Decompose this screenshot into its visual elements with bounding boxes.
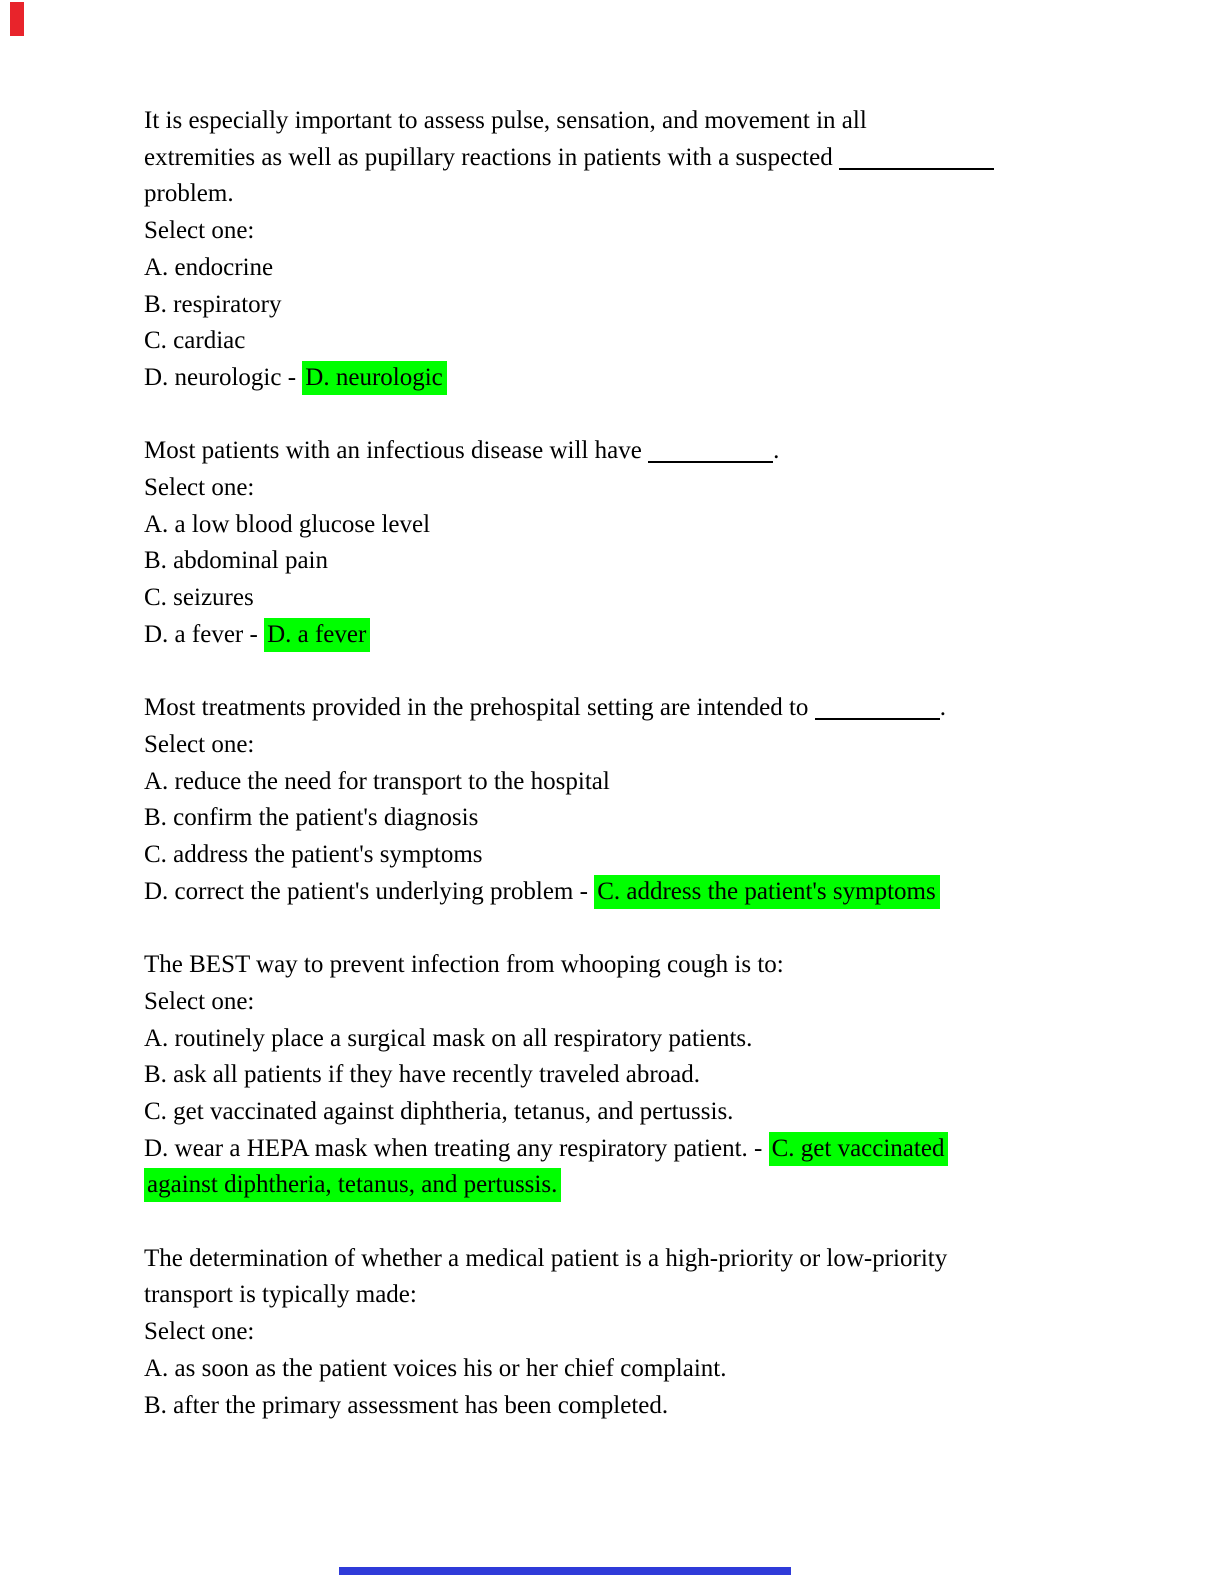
question-3-text-line-1: Most treatments provided in the prehospital setting are intended to . [144,694,946,722]
option-c: C. get vaccinated against diphtheria, tetanus, and pertussis. [144,1097,734,1125]
question-block-3 [144,690,1096,910]
answer-highlight: D. a fever [264,618,370,652]
question-2-text-line-1: Most patients with an infectious disease will have . [144,437,780,465]
select-one-label: Select one: [144,1318,255,1346]
option-a: A. endocrine [144,253,274,281]
option-d: D. wear a HEPA mask when treating any respiratory patient. - C. get vaccinated [144,1131,1096,1168]
select-one-label: Select one: [144,987,255,1015]
option-b: B. abdominal pain [144,547,328,575]
answer-highlight: against diphtheria, tetanus, and pertussis. [144,1168,561,1202]
answer-highlight-continued [144,1167,1096,1204]
option-a: A. routinely place a surgical mask on all respiratory patients. [144,1024,753,1052]
option-d: D. a fever - D. a fever [144,617,1096,654]
option-a: A. reduce the need for transport to the hospital [144,767,610,795]
option-c: C. address the patient's symptoms [144,841,483,869]
question-block-5 [144,1241,1096,1425]
option-d: D. correct the patient's underlying problem - C. address the patient's symptoms [144,874,1096,911]
option-a: A. a low blood glucose level [144,510,431,538]
question-4-text-line-1: The BEST way to prevent infection from whooping cough is to: [144,951,784,979]
question-block-4 [144,947,1096,1204]
question-5-text-line-2: transport is typically made: [144,1281,417,1309]
question-1-text-line-1 [144,103,1096,140]
option-b: B. after the primary assessment has been completed. [144,1391,669,1419]
option-b: B. ask all patients if they have recently traveled abroad. [144,1061,701,1089]
question-1-text-line-2: extremities as well as pupillary reactions in patients with a suspected [144,140,1096,177]
option-c: C. seizures [144,584,254,612]
option-a: A. as soon as the patient voices his or her chief complaint. [144,1354,727,1382]
question-5-text-line-1: The determination of whether a medical patient is a high-priority or low-priority [144,1244,948,1272]
select-one-label: Select one: [144,474,255,502]
option-d: D. neurologic - D. neurologic [144,360,1096,397]
select-one-label: Select one: [144,217,255,245]
question-block-2 [144,433,1096,653]
question-1-text: It is especially important to assess pulse, sensation, and movement in all [144,107,867,134]
option-b: B. confirm the patient's diagnosis [144,804,479,832]
quiz-content [144,103,1096,1424]
select-one-label: Select one: [144,730,255,758]
question-1-text-line-3: problem. [144,180,234,208]
option-b: B. respiratory [144,290,282,318]
question-block-1 [144,103,1096,397]
fill-in-blank-line [839,168,994,170]
fill-in-blank-line [648,461,773,463]
fill-in-blank-line [815,718,940,720]
option-c: C. cardiac [144,327,246,355]
blue-artifact-line [339,1567,791,1575]
answer-highlight: C. get vaccinated [769,1132,949,1166]
answer-highlight: D. neurologic [302,361,446,395]
answer-highlight: C. address the patient's symptoms [594,875,940,909]
red-artifact-mark [10,2,24,36]
